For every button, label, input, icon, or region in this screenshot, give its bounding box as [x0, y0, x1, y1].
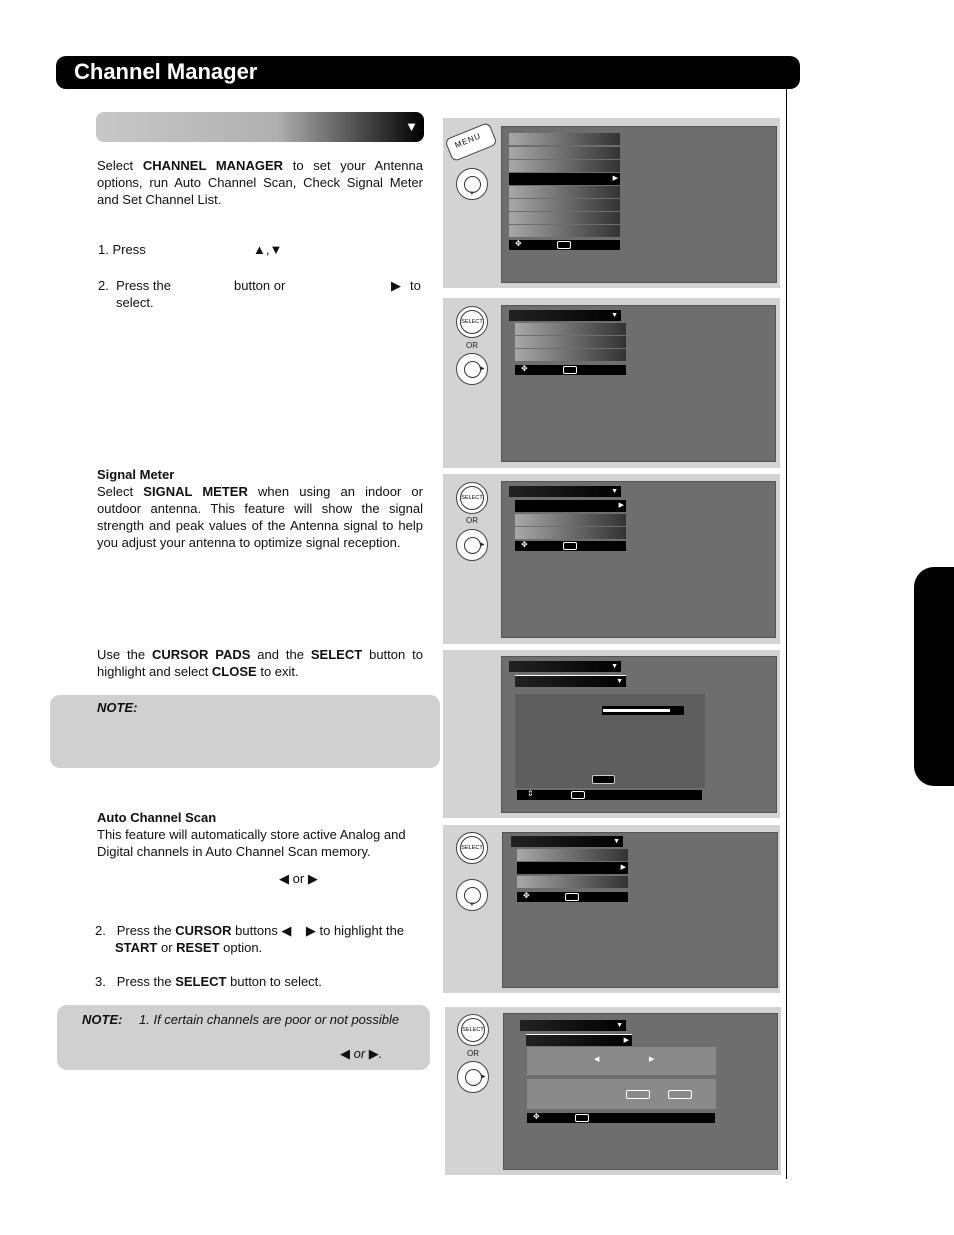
submenu-item-highlighted [515, 500, 626, 512]
nav-arrows-icon: ✥ [533, 1112, 540, 1121]
menu-item [509, 147, 620, 159]
page-title: Channel Manager [74, 59, 258, 84]
auto-scan-step-2-cont: START or RESET option. [115, 940, 263, 955]
nav-arrows-icon: ✥ [521, 364, 528, 373]
menu-item-highlighted [509, 173, 620, 185]
submenu-item-highlighted [517, 862, 628, 874]
submenu-item [515, 527, 626, 539]
nav-arrows-icon: ✥ [515, 239, 522, 248]
step-1-arrows: ▲,▼ [253, 242, 283, 257]
nav-bar [509, 240, 620, 250]
nav-arrows-icon: ✥ [521, 540, 528, 549]
arrow-right-icon: ▶ [620, 864, 626, 871]
auto-scan-step-3: 3. Press the SELECT button to select. [95, 974, 322, 989]
cursor-pad-right[interactable] [456, 353, 488, 385]
nav-arrows-icon: ✥ [523, 891, 530, 900]
scan-options-row [527, 1079, 716, 1109]
key-icon [563, 366, 577, 374]
select-button[interactable]: SELECT [456, 306, 488, 338]
triangle-down-icon: ▼ [405, 119, 418, 134]
step-2-b: button or [234, 278, 286, 293]
note-box-2 [57, 1005, 430, 1070]
close-instructions: Use the CURSOR PADS and the SELECT button to highlight and select CLOSE to exit. [97, 647, 423, 679]
intro-text: Select CHANNEL MANAGER to set your Antenna options, run Auto Channel Scan, Check Signal Meter and Set Channel List. [97, 158, 423, 207]
arrow-right-icon: ▶ [481, 1074, 486, 1080]
arrow-right-icon: ▶ [612, 175, 618, 182]
arrow-down-icon: ▼ [613, 838, 620, 845]
submenu-item [517, 849, 628, 861]
cursor-pad-inner [464, 361, 481, 378]
menu-item [509, 160, 620, 172]
arrow-down-icon: ▼ [611, 663, 618, 670]
key-icon [563, 542, 577, 550]
side-tab [914, 567, 954, 786]
arrow-left-icon[interactable]: ◀ [594, 1056, 600, 1063]
submenu-header [526, 1034, 632, 1046]
start-button[interactable] [626, 1090, 650, 1099]
note-box-1 [50, 695, 440, 768]
auto-scan-arrows: ◀ or ▶ [279, 871, 318, 886]
close-button[interactable] [592, 775, 615, 784]
menu-button[interactable]: MENU [444, 122, 497, 162]
note-label-2: NOTE: [82, 1012, 123, 1027]
auto-scan-text: This feature will automatically store active Analog and Digital channels in Auto Channel Scan memory. [97, 827, 406, 859]
note-2-tail: ◀ or ▶. [340, 1046, 383, 1061]
menu-header [509, 661, 621, 672]
arrow-right-icon: ▶ [480, 542, 485, 548]
arrow-down-icon: ▼ [616, 1022, 623, 1029]
submenu-item [515, 323, 626, 335]
signal-meter-bar [602, 706, 684, 715]
cursor-pad-inner [464, 537, 481, 554]
note-label: NOTE: [97, 700, 138, 715]
vertical-divider [786, 89, 787, 1179]
step-2-c: select. [116, 295, 154, 310]
menu-item [509, 133, 620, 145]
arrow-down-icon: ▼ [469, 191, 475, 197]
cursor-pad-inner [465, 1069, 482, 1086]
select-button[interactable]: SELECT [456, 482, 488, 514]
or-label: OR [466, 341, 478, 350]
nav-bar [517, 790, 702, 800]
menu-item [509, 199, 620, 211]
step-1: 1. Press [98, 242, 146, 257]
menu-item [509, 212, 620, 224]
or-label: OR [466, 516, 478, 525]
arrow-right-icon[interactable]: ▶ [649, 1056, 655, 1063]
arrow-right-icon: ▶ [480, 366, 485, 372]
step-2-arrow: ▶ [391, 278, 401, 293]
select-button[interactable]: SELECT [457, 1014, 489, 1046]
nav-bar [527, 1113, 715, 1123]
cursor-pad-right[interactable] [456, 529, 488, 561]
submenu-item [515, 349, 626, 361]
arrow-down-icon: ▼ [611, 312, 618, 319]
auto-scan-heading: Auto Channel Scan [97, 810, 217, 825]
submenu-item [517, 876, 628, 888]
arrow-down-icon: ▼ [469, 902, 475, 908]
menu-header [511, 836, 623, 847]
step-2-a: 2. Press the [98, 278, 171, 293]
key-icon [575, 1114, 589, 1122]
arrow-right-icon: ▶ [618, 502, 624, 509]
auto-scan-step-2: 2. Press the CURSOR buttons ◀ ▶ to highlight the [95, 923, 405, 938]
arrow-right-icon: ▶ [623, 1037, 629, 1044]
key-icon [557, 241, 571, 249]
menu-header [520, 1020, 626, 1031]
submenu-item [515, 336, 626, 348]
select-button[interactable]: SELECT [456, 832, 488, 864]
cursor-pad-down[interactable] [456, 168, 488, 200]
signal-meter-fill [603, 709, 670, 712]
arrow-down-icon: ▼ [611, 488, 618, 495]
cursor-pad-down[interactable] [456, 879, 488, 911]
channel-select-row [527, 1047, 716, 1075]
menu-header [509, 310, 621, 321]
menu-header [509, 486, 621, 497]
note-2-text: 1. If certain channels are poor or not possible [139, 1012, 400, 1027]
reset-button[interactable] [668, 1090, 692, 1099]
submenu-header [515, 675, 626, 687]
menu-item [509, 225, 620, 237]
menu-item [509, 186, 620, 198]
nav-bar [517, 892, 628, 902]
signal-meter-heading: Signal Meter [97, 467, 175, 482]
key-icon [571, 791, 585, 799]
up-down-arrows-icon: ⇕ [527, 789, 534, 798]
or-label: OR [467, 1049, 479, 1058]
submenu-item [515, 514, 626, 526]
key-icon [565, 893, 579, 901]
step-2-to: to [410, 278, 421, 293]
cursor-pad-right[interactable] [457, 1061, 489, 1093]
nav-bar [515, 365, 626, 375]
nav-bar [515, 541, 626, 551]
arrow-down-icon: ▼ [616, 678, 623, 685]
title-bar [56, 56, 800, 89]
section-bar [96, 112, 424, 142]
signal-meter-text: Select SIGNAL METER when using an indoor or outdoor antenna. This feature will show the signal strength and peak values of the Antenna signal to help you adjust your antenna to optimize signal reception. [97, 484, 423, 550]
